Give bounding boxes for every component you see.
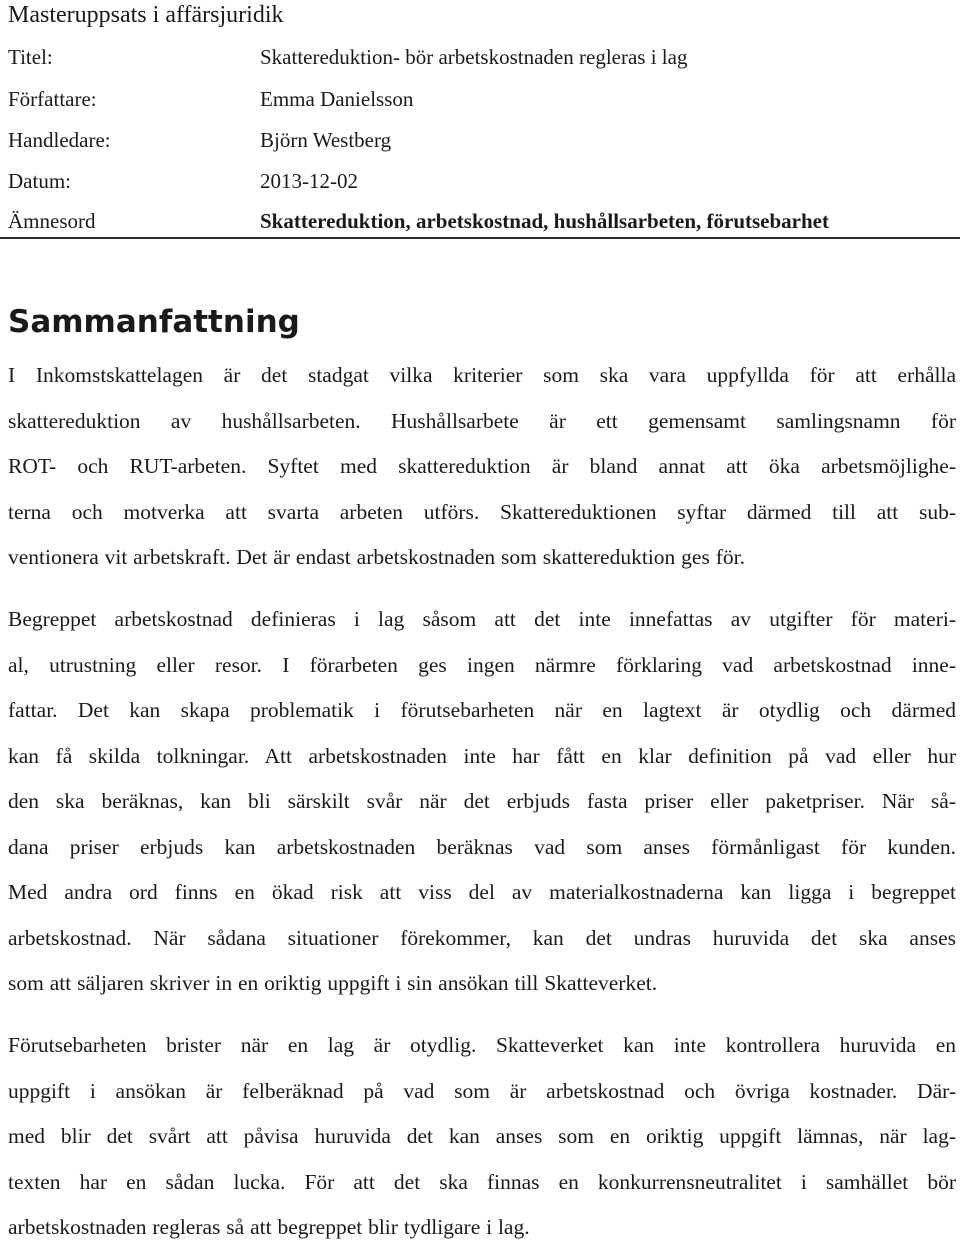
paragraph-line: med blir det svårt att påvisa huruvida det kan anses som en oriktig uppgift lämnas, när lag-: [8, 1124, 956, 1148]
paragraph-line: arbetskostnaden regleras så att begreppet blir tydligare i lag.: [8, 1215, 530, 1239]
meta-label: Titel:: [8, 45, 53, 69]
document-header-title: Masteruppsats i affärsjuridik: [8, 2, 284, 28]
paragraph-line: uppgift i ansökan är felberäknad på vad som är arbetskostnad och övriga kostnader. Där-: [8, 1078, 956, 1103]
meta-label: Ämnesord: [8, 209, 96, 233]
section-heading: Sammanfattning: [8, 304, 300, 340]
meta-value-keywords: Skattereduktion, arbetskostnad, hushållsarbeten, förutsebarhet: [260, 209, 829, 233]
paragraph-line: den ska beräknas, kan bli särskilt svår när det erbjuds fasta priser eller paketpriser. När så-: [8, 789, 956, 813]
paragraph-line: al, utrustning eller resor. I förarbeten ges ingen närmre förklaring vad arbetskostnad inne-: [8, 652, 956, 677]
paragraph-line: kan få skilda tolkningar. Att arbetskostnaden inte har fått en klar definition på vad eller hur: [8, 743, 956, 768]
paragraph-line: ventionera vit arbetskraft. Det är endast arbetskostnaden som skattereduktion ges för.: [8, 545, 745, 569]
meta-label: Datum:: [8, 169, 71, 193]
meta-row-author: [8, 84, 960, 114]
meta-label: Författare:: [8, 87, 97, 111]
meta-value: 2013-12-02: [260, 169, 358, 193]
paragraph-line: texten har en sådan lucka. För att det ska finnas en konkurrensneutralitet i samhället bör: [8, 1169, 956, 1194]
paragraph-line: fattar. Det kan skapa problematik i förutsebarheten när en lagtext är otydlig och därmed: [8, 698, 956, 722]
paragraph-line: dana priser erbjuds kan arbetskostnaden beräknas vad som anses förmånligast för kunden.: [8, 834, 956, 859]
meta-value: Björn Westberg: [260, 128, 392, 152]
paragraph-line: Med andra ord finns en ökad risk att viss del av materialkostnaderna kan ligga i begreppet: [8, 880, 956, 904]
paragraph-line: ROT- och RUT-arbeten. Syftet med skattereduktion är bland annat att öka arbetsmöjlighe-: [8, 454, 956, 478]
meta-row-keywords: [8, 206, 960, 236]
paragraph-line: terna och motverka att svarta arbeten utförs. Skattereduktionen syftar därmed till att sub-: [8, 499, 956, 524]
meta-value: Skattereduktion- bör arbetskostnaden regleras i lag: [260, 45, 688, 69]
meta-row-title: [8, 42, 960, 72]
summary-paragraph-1: [8, 353, 956, 581]
paragraph-line: som att säljaren skriver in en oriktig uppgift i sin ansökan till Skatteverket.: [8, 971, 658, 995]
paragraph-line: I Inkomstskattelagen är det stadgat vilka kriterier som ska vara uppfyllda för att erhålla: [8, 363, 956, 387]
paragraph-line: skattereduktion av hushållsarbeten. Hushållsarbete är ett gemensamt samlingsnamn för: [8, 408, 956, 433]
paragraph-line: Begreppet arbetskostnad definieras i lag såsom att det inte innefattas av utgifter för materi-: [8, 607, 956, 631]
summary-paragraph-3: [8, 1023, 956, 1251]
paragraph-line: Förutsebarheten brister när en lag är otydlig. Skatteverket kan inte kontrollera huruvida en: [8, 1033, 956, 1057]
meta-label: Handledare:: [8, 128, 111, 152]
summary-paragraph-2: [8, 597, 956, 1007]
header-divider: [0, 237, 960, 239]
paragraph-line: arbetskostnad. När sådana situationer förekommer, kan det undras huruvida det ska anses: [8, 925, 956, 950]
meta-value: Emma Danielsson: [260, 87, 414, 111]
meta-row-date: [8, 166, 960, 196]
meta-row-supervisor: [8, 125, 960, 155]
